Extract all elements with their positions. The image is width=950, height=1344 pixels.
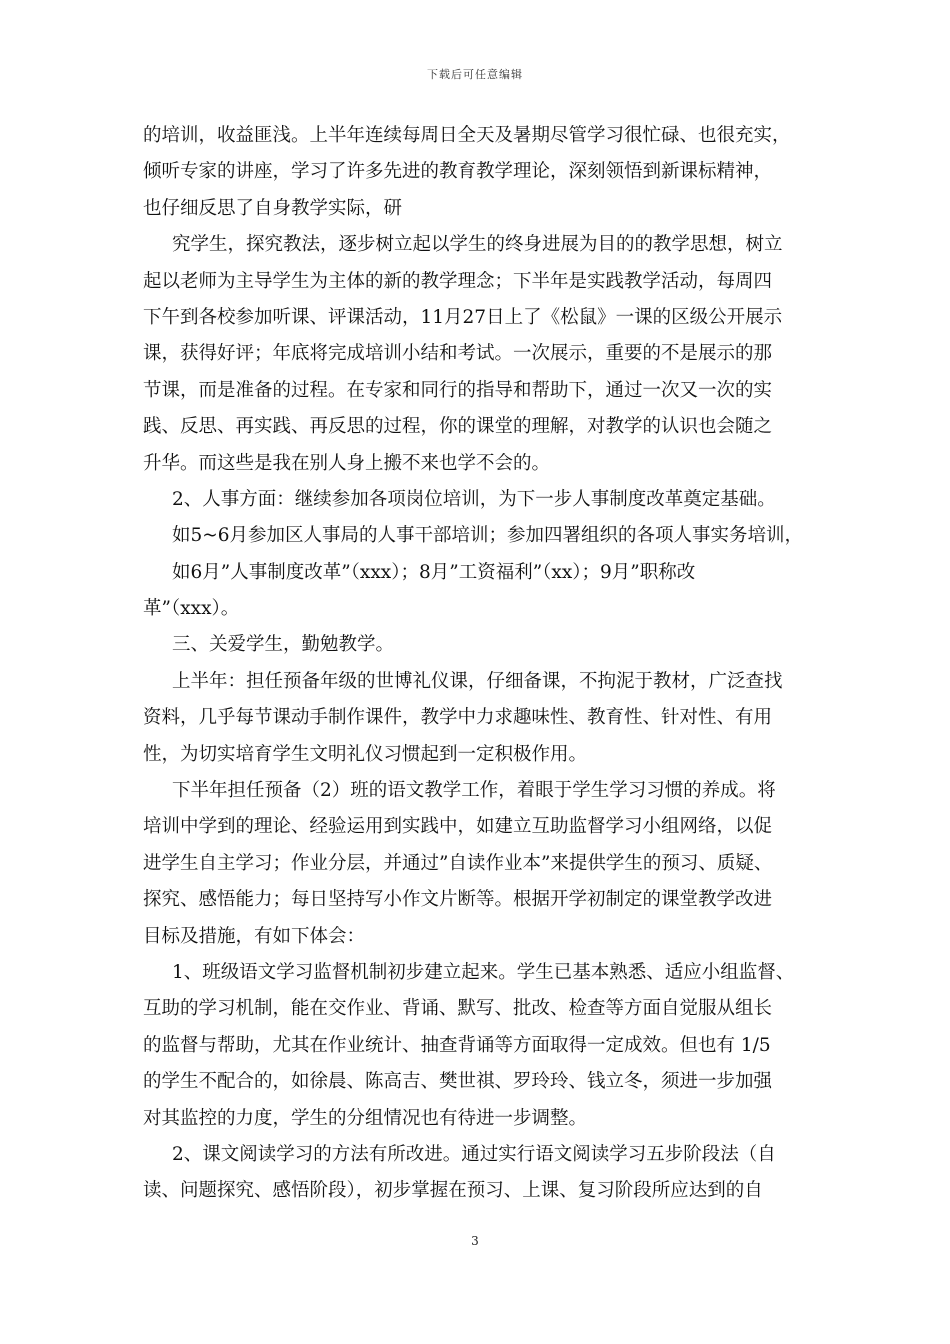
text-line: 升华。而这些是我在别人身上搬不来也学不会的。 bbox=[143, 452, 551, 474]
text-line: 互助的学习机制，能在交作业、背诵、默写、批改、检查等方面自觉服从组长 bbox=[143, 998, 773, 1020]
text-line: 起以老师为主导学生为主体的新的教学理念；下半年是实践教学活动，每周四 bbox=[143, 270, 773, 292]
text-line: 下午到各校参加听课、评课活动，11月27日上了《松鼠》一课的区级公开展示 bbox=[143, 306, 783, 328]
text-line: 如5~6月参加区人事局的人事干部培训；参加四署组织的各项人事实务培训， bbox=[172, 525, 804, 547]
text-line: 下半年担任预备（2）班的语文教学工作，着眼于学生学习习惯的养成。将 bbox=[172, 780, 776, 802]
text-line: 进学生自主学习；作业分层，并通过”自读作业本”来提供学生的预习、质疑、 bbox=[143, 852, 773, 874]
text-line: 也仔细反思了自身教学实际，研 bbox=[143, 197, 403, 219]
text-line: 究学生，探究教法，逐步树立起以学生的终身进展为目的的教学思想，树立 bbox=[172, 234, 783, 256]
text-line: 性，为切实培育学生文明礼仪习惯起到一定积极作用。 bbox=[143, 743, 588, 765]
text-line: 资料，几乎每节课动手制作课件，教学中力求趣味性、教育性、针对性、有用 bbox=[143, 707, 773, 729]
text-line: 2、人事方面：继续参加各项岗位培训，为下一步人事制度改革奠定基础。 bbox=[172, 488, 776, 510]
text-line: 的监督与帮助，尤其在作业统计、抽查背诵等方面取得一定成效。但也有 1/5 bbox=[143, 1034, 771, 1056]
text-line: 对其监控的力度，学生的分组情况也有待进一步调整。 bbox=[143, 1107, 588, 1129]
text-line: 探究、感悟能力；每日坚持写小作文片断等。根据开学初制定的课堂教学改进 bbox=[143, 889, 773, 911]
page-header: 下载后可任意编辑 bbox=[427, 68, 523, 81]
text-line: 培训中学到的理论、经验运用到实践中，如建立互助监督学习小组网络，以促 bbox=[143, 816, 773, 838]
text-line: 如6月”人事制度改革”（xxx）；8月”工资福利”（xx）；9月”职称改 bbox=[172, 561, 696, 583]
text-line: 节课，而是准备的过程。在专家和同行的指导和帮助下，通过一次又一次的实 bbox=[143, 379, 773, 401]
text-line: 2、课文阅读学习的方法有所改进。通过实行语文阅读学习五步阶段法（自 bbox=[172, 1143, 776, 1165]
text-line: 的培训，收益匪浅。上半年连续每周日全天及暑期尽管学习很忙碌、也很充实， bbox=[143, 125, 791, 146]
text-line: 上半年：担任预备年级的世博礼仪课，仔细备课，不拘泥于教材，广泛查找 bbox=[172, 670, 783, 692]
text-line: 1、班级语文学习监督机制初步建立起来。学生已基本熟悉、适应小组监督、 bbox=[172, 961, 795, 983]
text-line: 践、反思、再实践、再反思的过程，你的课堂的理解，对教学的认识也会随之 bbox=[143, 416, 773, 438]
text-line: 的学生不配合的，如徐晨、陈高吉、樊世祺、罗玲玲、钱立冬，须进一步加强 bbox=[143, 1071, 773, 1093]
page-number: 3 bbox=[471, 1234, 479, 1248]
text-line: 革”（xxx）。 bbox=[143, 598, 240, 620]
text-line: 倾听专家的讲座，学习了许多先进的教育教学理论，深刻领悟到新课标精神， bbox=[143, 161, 773, 183]
text-line: 课，获得好评；年底将完成培训小结和考试。一次展示，重要的不是展示的那 bbox=[143, 343, 773, 365]
text-line: 目标及措施，有如下体会： bbox=[143, 925, 366, 947]
text-line: 三、关爱学生，勤勉教学。 bbox=[172, 634, 395, 656]
text-line: 读、问题探究、感悟阶段），初步掌握在预习、上课、复习阶段所应达到的自 bbox=[143, 1180, 763, 1202]
document-body bbox=[143, 118, 815, 1210]
